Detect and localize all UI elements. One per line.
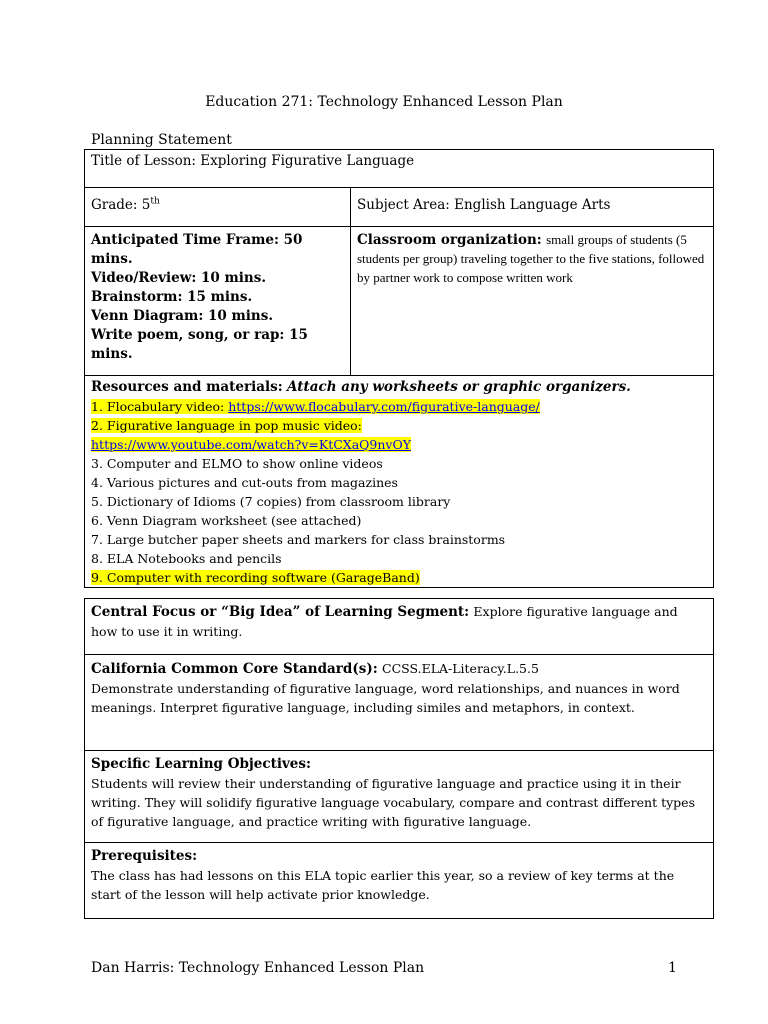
resource-item: 8. ELA Notebooks and pencils [91,551,282,566]
learning-segment-table [84,598,714,919]
prerequisites-cell [85,843,714,919]
time-frame-line: Brainstorm: 15 mins. [91,289,253,305]
youtube-link[interactable]: https://www.youtube.com/watch?v=KtCXaQ9nvOY [91,437,411,452]
subject-value: English Language Arts [454,197,611,213]
lesson-title-label: Title of Lesson: [91,153,196,169]
resource-item: 4. Various pictures and cut-outs from magazines [91,475,398,490]
resources-note: Attach any worksheets or graphic organizers. [287,379,631,395]
standards-label: California Common Core Standard(s): [91,661,378,677]
document-title: Education 271: Technology Enhanced Lesson Plan [205,94,563,110]
standards-cell [85,655,714,751]
lesson-title: Exploring Figurative Language [200,153,415,169]
resource-item: 2. Figurative language in pop music video: [91,418,362,433]
page-number: 1 [668,960,677,976]
time-frame-line: Anticipated Time Frame: 50 mins. [91,232,303,267]
planning-statement-heading: Planning Statement [91,132,232,148]
grade-label: Grade: [91,197,138,213]
subject-label: Subject Area: [357,197,450,213]
classroom-organization-label: Classroom organization: [357,232,542,248]
resource-item: 1. Flocabulary video: [91,399,229,414]
grade-cell [85,188,351,227]
resources-cell [85,376,714,588]
standards-text: Demonstrate understanding of figurative language, word relationships, and nuances in word meanings. Interpret figurative language, including similes and metaphors, in context. [91,681,680,715]
planning-table [84,149,714,588]
resource-item: 9. Computer with recording software (GarageBand) [91,570,420,585]
time-frame-line: Video/Review: 10 mins. [91,270,267,286]
resource-item: 6. Venn Diagram worksheet (see attached) [91,513,362,528]
central-focus-text: Explore figurative language and how to use it in writing. [91,604,678,639]
central-focus-label: Central Focus or “Big Idea” of Learning Segment: [91,604,470,620]
flocabulary-link[interactable]: https://www.flocabulary.com/figurative-language/ [228,399,540,414]
standards-code: CCSS.ELA-Literacy.L.5.5 [382,661,539,676]
time-frame-line: Write poem, song, or rap: 15 mins. [91,327,308,362]
grade-value: 5 [141,197,151,213]
lesson-title-cell [85,150,714,188]
prerequisites-text: The class has had lessons on this ELA topic earlier this year, so a review of key terms at the start of the lesson will help activate prior knowledge. [91,868,675,902]
resource-item: 5. Dictionary of Idioms (7 copies) from classroom library [91,494,451,509]
time-frame-cell [85,227,351,376]
objectives-label: Specific Learning Objectives: [91,756,311,772]
central-focus-cell [85,599,714,655]
footer-author: Dan Harris: Technology Enhanced Lesson Plan [91,960,425,976]
subject-cell [351,188,714,227]
classroom-organization-cell [351,227,714,376]
classroom-organization-text: small groups of students (5 students per group) traveling together to the five stations, followed by partner work to compose written work [357,232,705,285]
prerequisites-label: Prerequisites: [91,848,198,864]
objectives-cell [85,751,714,843]
resource-item: 7. Large butcher paper sheets and markers for class brainstorms [91,532,506,547]
grade-suffix: th [150,196,160,207]
resource-item: 3. Computer and ELMO to show online videos [91,456,383,471]
resources-label: Resources and materials: [91,379,283,395]
objectives-text: Students will review their understanding of figurative language and practice using it in their writing. They will solidify figurative language vocabulary, compare and contrast different types of figurative language, and practice writing with figurative language. [91,776,695,829]
time-frame-line: Venn Diagram: 10 mins. [91,308,274,324]
